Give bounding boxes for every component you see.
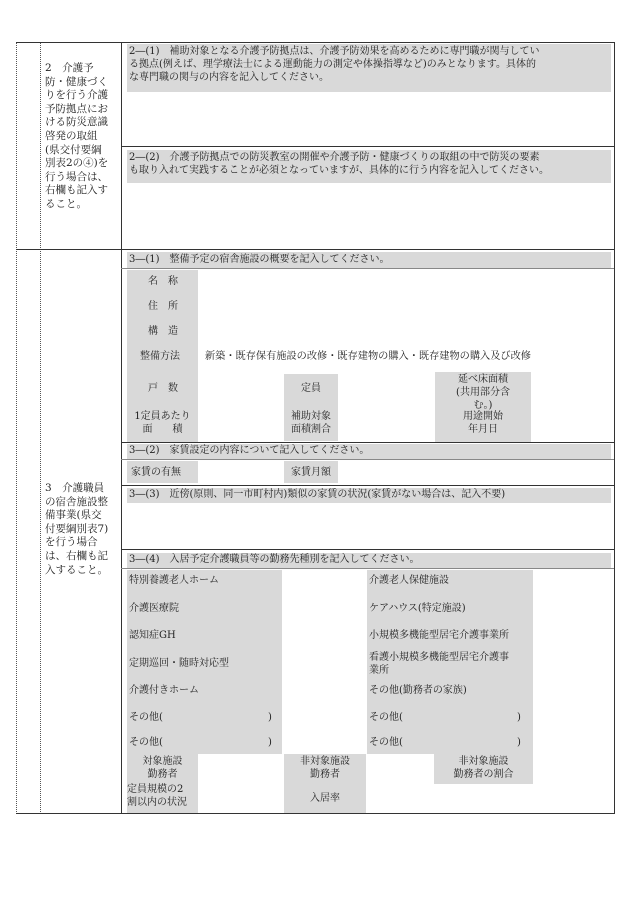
outer-left-dotted-border: [16, 42, 17, 814]
question-3-4: 3―(4) 入居予定介護職員等の勤務先種別を記入してください。: [127, 553, 611, 568]
question-2-2: 2―(2) 介護予防拠点での防災教室の開催や介護予防・健康づくりの取組の中で防災の要素 も取り入れて実践することが必須となっていますが、具体的に行う内容を記入してください。: [127, 150, 611, 183]
occupancy-rate-label: 入居率: [310, 793, 340, 804]
capacity-label: 定員: [301, 383, 321, 394]
top-border: [16, 42, 615, 43]
q2-2-top-line: [121, 146, 614, 147]
section-divider: [16, 249, 615, 250]
answer-2-1-area[interactable]: [127, 92, 611, 145]
workplace-item-small-multifunction: 小規模多機能型居宅介護事業所: [369, 630, 509, 641]
nontarget-facility-workers-label: 非対象施設 勤務者: [284, 754, 366, 813]
answer-2-2-area[interactable]: [127, 184, 611, 246]
section3-label: 3 介護職員 の宿舎施設整 備事業(県交 付要綱別表7) を行う場合 は、右欄も記 入すること。: [45, 482, 109, 576]
workplace-item-other-right-2: その他(: [369, 737, 403, 748]
paren-close: ): [517, 737, 521, 748]
workplace-item-regular-patrol: 定期巡回・随時対応型: [129, 658, 229, 669]
q3-4-top-line: [121, 549, 614, 550]
workplace-item-nursing-medical-institute: 介護医療院: [129, 603, 179, 614]
q3-4-underline: [121, 568, 614, 569]
workplace-item-other-family: その他(勤務者の家族): [369, 685, 467, 696]
workplace-item-special-nursing-home: 特別養護老人ホーム: [129, 575, 219, 586]
answer-3-3-area[interactable]: [127, 504, 611, 548]
q3-2-underline: [121, 459, 614, 460]
question-2-1: 2―(1) 補助対象となる介護予防拠点は、介護予防効果を高めるために専門職が関与してい る拠点(例えば、理学療法士による運動能力の測定や体操指導など)のみとなります。具体的 な専門職の関与の内容を記入してください。: [127, 44, 611, 92]
facility-name-label: 名 称: [148, 276, 178, 287]
floor-area-label: 延べ床面積 (共用部分含 む。): [456, 374, 510, 411]
outer-right-border: [614, 42, 615, 814]
q3-2-top-line: [121, 442, 614, 443]
question-3-3: 3―(3) 近傍(原則、同一市町村内)類似の家賃の状況(家賃がない場合は、記入不要): [127, 488, 611, 503]
workplace-item-geriatric-health-facility: 介護老人保健施設: [369, 575, 449, 586]
question-3-1: 3―(1) 整備予定の宿舎施設の概要を記入してください。: [127, 252, 611, 268]
area-per-capacity-label: 1定員あたり 面 積: [134, 411, 191, 435]
subsidy-area-ratio-label: 補助対象 面積割合: [291, 411, 331, 435]
workplace-item-nursing-small-multifunction: 看護小規模多機能型居宅介護事 業所: [369, 652, 509, 676]
section2-label: 2 介護予 防・健康づく りを行う介護 予防拠点にお ける防災意識 啓発の取組 (県交付要綱 別表2の④)を 行う場合は、 右欄も記入す ること。: [45, 62, 109, 210]
workplace-item-other-left-2: その他(: [129, 737, 163, 748]
question-3-2: 3―(2) 家賃設定の内容について記入してください。: [127, 444, 611, 459]
q3-1-underline: [121, 268, 614, 269]
use-start-date-label: 用途開始 年月日: [463, 411, 503, 435]
construction-method-options: 新築・既存保有施設の改修・既存建物の購入・既存建物の購入及び改修: [205, 351, 531, 362]
workplace-item-care-home: 介護付きホーム: [129, 685, 199, 696]
workplace-item-other-right-1: その他(: [369, 712, 403, 723]
label-column-divider: [121, 42, 122, 814]
bottom-border: [16, 813, 615, 814]
construction-method-label: 整備方法: [140, 351, 180, 362]
rent-amount-label: 家賃月額: [284, 461, 338, 483]
workplace-item-care-house: ケアハウス(特定施設): [369, 603, 466, 614]
rent-exists-label: 家賃の有無: [127, 461, 198, 483]
facility-address-label: 住 所: [148, 301, 178, 312]
paren-close: ): [517, 712, 521, 723]
paren-close: ): [268, 712, 272, 723]
quota-status-label: 定員規模の2 割以内の状況: [127, 784, 187, 808]
facility-structure-label: 構 造: [148, 326, 178, 337]
target-facility-workers-label: 対象施設 勤務者: [127, 754, 198, 813]
workplace-item-dementia-gh: 認知症GH: [129, 630, 176, 641]
nontarget-ratio-label: 非対象施設 勤務者の割合: [434, 754, 533, 784]
units-label: 戸 数: [148, 383, 178, 394]
q3-3-top-line: [121, 485, 614, 486]
paren-close: ): [268, 737, 272, 748]
workplace-item-other-left-1: その他(: [129, 712, 163, 723]
label-column-left-border: [40, 42, 41, 814]
